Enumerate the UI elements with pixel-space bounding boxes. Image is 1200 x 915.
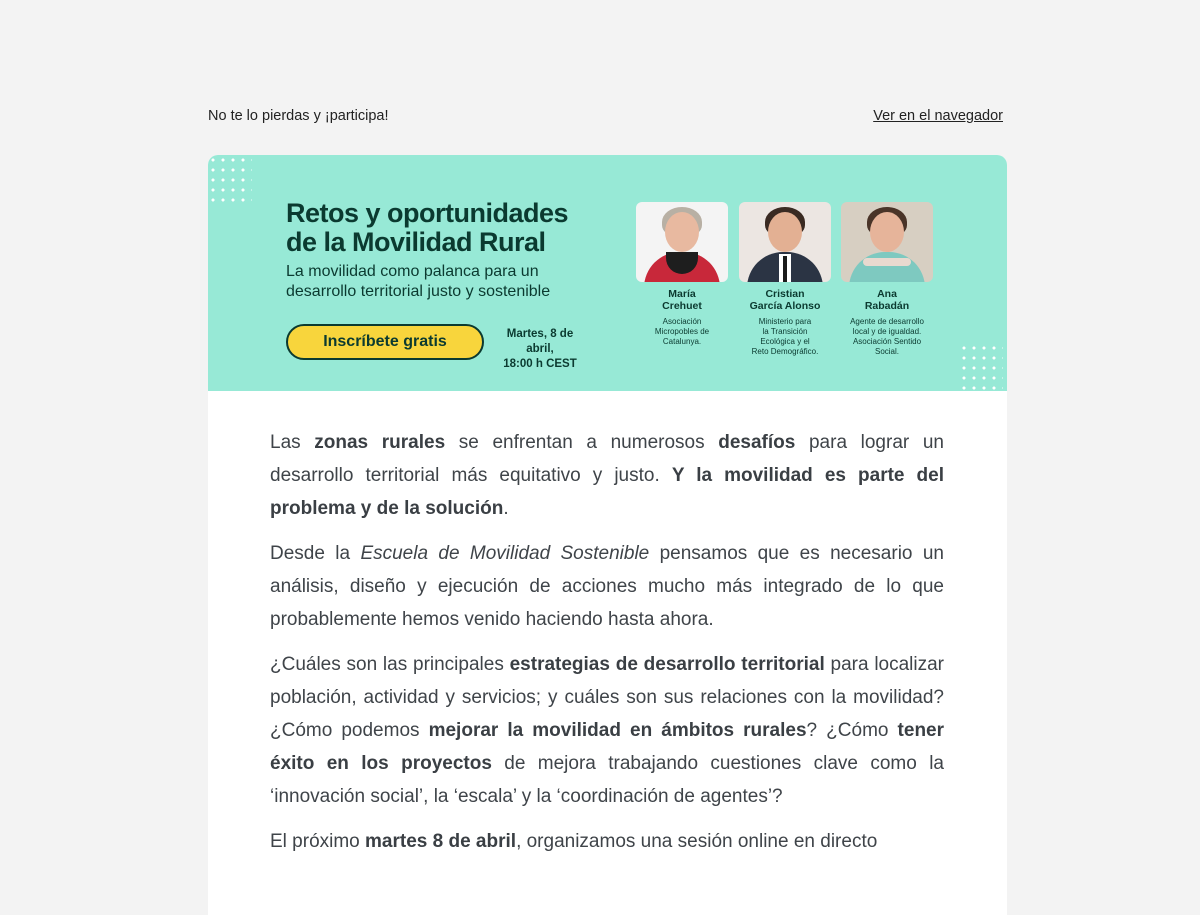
bold-text: tener éxito en los proyectos [270, 720, 945, 774]
speaker-org-line: Social. [874, 347, 899, 356]
speaker-organization [739, 317, 831, 357]
speaker-org-line: la Transición [762, 327, 808, 336]
speaker-organization [636, 317, 728, 347]
email-card [208, 155, 1007, 915]
speaker-org-line: Catalunya. [662, 337, 702, 346]
text-run: El próximo [270, 831, 366, 852]
event-time-line: 18:00 h CEST [503, 358, 577, 370]
event-banner[interactable] [208, 155, 1007, 391]
speaker-name-line: Rabadán [864, 300, 910, 312]
text-run: para localizar población, actividad y servicios; y cuáles son sus relaciones con la movilidad? ¿Cómo podemos [270, 654, 945, 741]
bold-text: desafíos [718, 432, 796, 453]
bold-text: zonas rurales [314, 432, 446, 453]
banner-title-line: Retos y oportunidades [286, 198, 569, 228]
banner-title-line: de la Movilidad Rural [286, 227, 546, 257]
bold-text: estrategias de desarrollo territorial [509, 654, 825, 675]
text-run: se enfrentan a numerosos [445, 432, 719, 453]
speaker-card [841, 202, 933, 357]
banner-subtitle [286, 262, 550, 302]
text-run: . [503, 498, 509, 519]
register-free-button[interactable]: Inscríbete gratis [286, 324, 484, 360]
speaker-photo [841, 202, 933, 282]
speaker-organization [841, 317, 933, 357]
speaker-name [841, 288, 933, 312]
speaker-name-line: María [668, 288, 696, 300]
body-paragraph [270, 426, 944, 525]
speaker-org-line: local y de igualdad. [852, 327, 922, 336]
view-in-browser-link[interactable]: Ver en el navegador [873, 108, 1003, 124]
bold-text: martes 8 de abril [365, 831, 517, 852]
banner-title [286, 199, 568, 257]
speaker-org-line: Micropobles de [654, 327, 710, 336]
banner-subtitle-line: desarrollo territorial justo y sostenible [286, 283, 551, 300]
speaker-name [739, 288, 831, 312]
banner-subtitle-line: La movilidad como palanca para un [286, 263, 539, 280]
text-run: ¿Cuáles son las principales [270, 654, 510, 675]
body-paragraph [270, 648, 944, 813]
speaker-org-line: Reto Demográfico. [751, 347, 819, 356]
preheader-text: No te lo pierdas y ¡participa! [208, 108, 389, 124]
event-date [492, 327, 588, 372]
speaker-card [739, 202, 831, 357]
speaker-photo [739, 202, 831, 282]
speaker-name-line: García Alonso [749, 300, 821, 312]
bold-text: Y la movilidad es parte del problema y de la solución [270, 465, 944, 519]
speaker-org-line: Ecológica y el [760, 337, 810, 346]
speaker-org-line: Asociación [662, 317, 702, 326]
speaker-org-line: Asociación Sentido [852, 337, 922, 346]
text-run: de mejora trabajando cuestiones clave como la ‘innovación social’, la ‘escala’ y la ‘coordinación de agentes’? [270, 753, 944, 807]
speaker-name-line: Ana [877, 288, 897, 300]
speaker-name-line: Cristian [765, 288, 805, 300]
bold-text: mejorar la movilidad en ámbitos rurales [428, 720, 807, 741]
text-run: para lograr un desarrollo territorial más equitativo y justo. [270, 432, 944, 486]
dot-pattern-decoration [208, 155, 252, 203]
dot-pattern-decoration [959, 343, 1003, 391]
text-run: pensamos que es necesario un análisis, diseño y ejecución de acciones mucho más integrado de lo que probablemente hemos venido haciendo hasta ahora. [270, 543, 944, 630]
speaker-card [636, 202, 728, 347]
speaker-org-line: Agente de desarrollo [850, 317, 924, 326]
speaker-name [636, 288, 728, 312]
text-run: Desde la [270, 543, 361, 564]
body-paragraph [270, 537, 944, 636]
preheader [208, 108, 1003, 124]
speaker-name-line: Crehuet [662, 300, 702, 312]
italic-text: Escuela de Movilidad Sostenible [360, 543, 650, 564]
event-date-line: Martes, 8 de abril, [506, 328, 574, 355]
email-body [270, 426, 944, 870]
speaker-photo [636, 202, 728, 282]
text-run: , organizamos una sesión online en directo [516, 831, 878, 852]
text-run: Las [270, 432, 315, 453]
text-run: ? ¿Cómo [806, 720, 898, 741]
speaker-org-line: Ministerio para [758, 317, 812, 326]
body-paragraph [270, 825, 944, 858]
